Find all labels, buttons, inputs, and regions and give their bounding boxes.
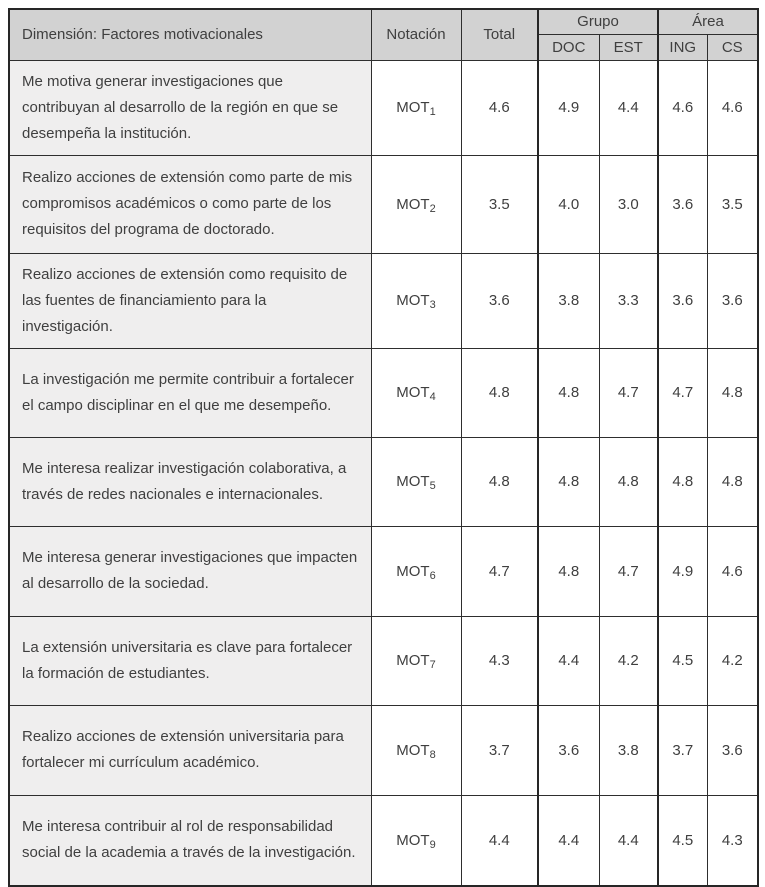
ing-cell: 4.7 <box>658 348 707 437</box>
table-row <box>9 437 758 526</box>
group-header: Grupo <box>538 9 658 34</box>
total-cell: 4.6 <box>461 60 538 155</box>
doc-cell: 4.8 <box>538 526 599 616</box>
table-row <box>9 348 758 437</box>
dimension-header: Dimensión: Factores motivacionales <box>9 9 371 60</box>
notation-subscript: 8 <box>429 748 436 761</box>
results-table <box>8 8 759 887</box>
est-cell: 4.4 <box>599 795 658 886</box>
doc-cell: 4.0 <box>538 155 599 253</box>
notation-subscript: 2 <box>429 202 436 215</box>
notation-cell <box>371 348 461 437</box>
notation-base: MOT <box>396 831 430 849</box>
notation-cell <box>371 526 461 616</box>
est-cell: 4.7 <box>599 526 658 616</box>
doc-header: DOC <box>538 34 599 60</box>
table-body <box>9 60 758 886</box>
table-row <box>9 60 758 155</box>
ing-cell: 4.6 <box>658 60 707 155</box>
total-header: Total <box>461 9 538 60</box>
total-cell: 3.6 <box>461 253 538 348</box>
est-cell: 4.2 <box>599 616 658 705</box>
ing-header: ING <box>658 34 707 60</box>
notation-base: MOT <box>396 384 430 401</box>
total-cell: 4.4 <box>461 795 538 886</box>
notation-base: MOT <box>396 195 430 213</box>
cs-cell: 3.5 <box>707 155 758 253</box>
notation-base: MOT <box>396 562 430 580</box>
doc-cell: 4.4 <box>538 616 599 705</box>
question-cell: Realizo acciones de extensión como requisito de las fuentes de financiamiento para la investigación. <box>9 253 371 348</box>
doc-cell: 4.4 <box>538 795 599 886</box>
notation-subscript: 1 <box>429 106 436 118</box>
cs-cell: 4.6 <box>707 526 758 616</box>
table-row <box>9 526 758 616</box>
question-cell: Me interesa realizar investigación colaborativa, a través de redes nacionales e internacionales. <box>9 437 371 526</box>
ing-cell: 4.5 <box>658 616 707 705</box>
table-row <box>9 795 758 886</box>
notation-base: MOT <box>396 292 430 309</box>
notation-subscript: 9 <box>429 838 436 851</box>
est-cell: 3.0 <box>599 155 658 253</box>
notation-base: MOT <box>396 99 430 116</box>
notation-base: MOT <box>396 741 430 759</box>
notation-subscript: 3 <box>429 299 436 311</box>
notation-subscript: 6 <box>429 569 436 582</box>
question-cell: Me interesa contribuir al rol de responsabilidad social de la academia a través de la investigación. <box>9 795 371 886</box>
notation-cell <box>371 60 461 155</box>
table-row <box>9 155 758 253</box>
ing-cell: 3.6 <box>658 155 707 253</box>
total-cell: 4.3 <box>461 616 538 705</box>
ing-cell: 4.5 <box>658 795 707 886</box>
doc-cell: 4.8 <box>538 437 599 526</box>
table-header <box>9 9 758 60</box>
ing-cell: 4.9 <box>658 526 707 616</box>
est-cell: 3.3 <box>599 253 658 348</box>
notation-cell <box>371 795 461 886</box>
notation-subscript: 7 <box>429 659 436 671</box>
doc-cell: 3.8 <box>538 253 599 348</box>
notation-subscript: 5 <box>429 480 436 492</box>
question-cell: La extensión universitaria es clave para fortalecer la formación de estudiantes. <box>9 616 371 705</box>
ing-cell: 3.6 <box>658 253 707 348</box>
doc-cell: 4.9 <box>538 60 599 155</box>
doc-cell: 4.8 <box>538 348 599 437</box>
doc-cell: 3.6 <box>538 705 599 795</box>
cs-cell: 4.8 <box>707 348 758 437</box>
cs-cell: 3.6 <box>707 253 758 348</box>
total-cell: 3.5 <box>461 155 538 253</box>
est-cell: 4.7 <box>599 348 658 437</box>
est-cell: 4.8 <box>599 437 658 526</box>
area-header: Área <box>658 9 758 34</box>
ing-cell: 4.8 <box>658 437 707 526</box>
table-row <box>9 253 758 348</box>
cs-cell: 4.8 <box>707 437 758 526</box>
notation-cell <box>371 155 461 253</box>
question-cell: Realizo acciones de extensión universitaria para fortalecer mi currículum académico. <box>9 705 371 795</box>
cs-header: CS <box>707 34 758 60</box>
header-row-groups <box>9 9 758 34</box>
question-cell: La investigación me permite contribuir a fortalecer el campo disciplinar en el que me desempeño. <box>9 348 371 437</box>
notation-cell <box>371 616 461 705</box>
est-header: EST <box>599 34 658 60</box>
notation-cell <box>371 253 461 348</box>
table-row <box>9 616 758 705</box>
est-cell: 4.4 <box>599 60 658 155</box>
cs-cell: 4.2 <box>707 616 758 705</box>
question-cell: Me interesa generar investigaciones que impacten al desarrollo de la sociedad. <box>9 526 371 616</box>
total-cell: 4.8 <box>461 348 538 437</box>
question-cell: Me motiva generar investigaciones que contribuyan al desarrollo de la región en que se desempeña la institución. <box>9 60 371 155</box>
notation-base: MOT <box>396 652 430 669</box>
ing-cell: 3.7 <box>658 705 707 795</box>
total-cell: 3.7 <box>461 705 538 795</box>
question-cell: Realizo acciones de extensión como parte de mis compromisos académicos o como parte de los requisitos del programa de doctorado. <box>9 155 371 253</box>
cs-cell: 4.3 <box>707 795 758 886</box>
notation-base: MOT <box>396 473 430 490</box>
est-cell: 3.8 <box>599 705 658 795</box>
notation-cell <box>371 437 461 526</box>
cs-cell: 4.6 <box>707 60 758 155</box>
notation-subscript: 4 <box>429 391 436 403</box>
total-cell: 4.7 <box>461 526 538 616</box>
table-row <box>9 705 758 795</box>
cs-cell: 3.6 <box>707 705 758 795</box>
notation-header: Notación <box>371 9 461 60</box>
total-cell: 4.8 <box>461 437 538 526</box>
notation-cell <box>371 705 461 795</box>
